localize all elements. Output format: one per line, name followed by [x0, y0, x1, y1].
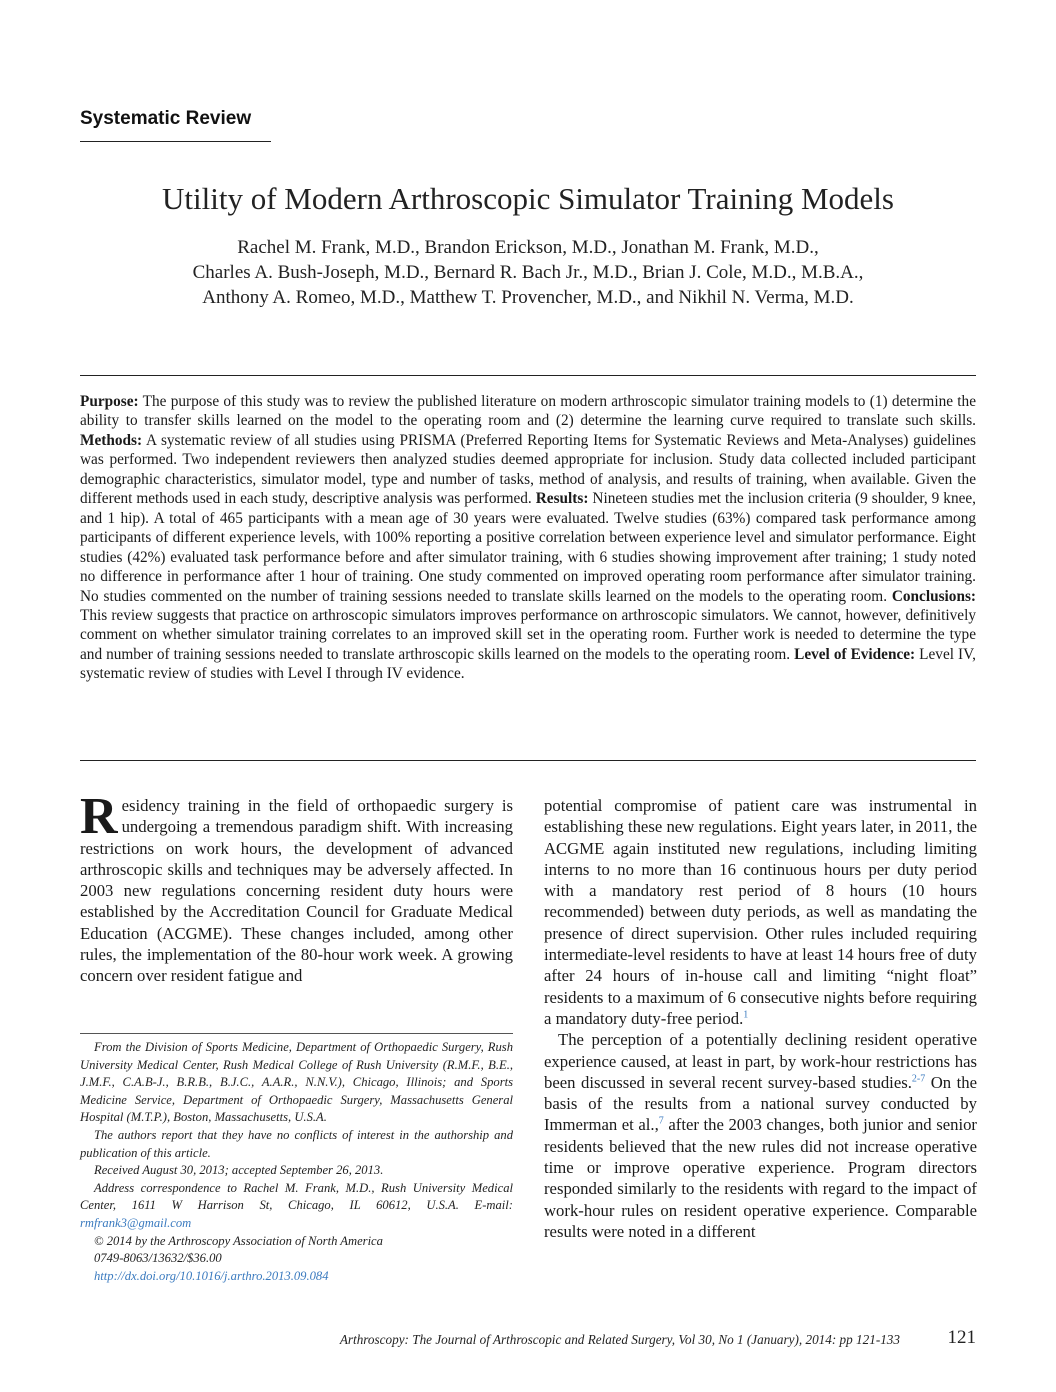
reference-link[interactable]: 2-7 — [911, 1073, 926, 1085]
received-note: Received August 30, 2013; accepted September 26, 2013. — [94, 1163, 384, 1178]
results-label: Results: — [535, 490, 589, 508]
abstract — [80, 392, 976, 684]
author-line: Rachel M. Frank, M.D., Brandon Erickson, M.D., Jonathan M. Frank, M.D., — [237, 237, 819, 258]
methods-label: Methods: — [80, 431, 143, 449]
copyright-note: © 2014 by the Arthroscopy Association of North America — [94, 1233, 383, 1248]
body-left-column — [80, 788, 513, 987]
evidence-label: Level of Evidence: — [794, 645, 916, 663]
methods-text: A systematic review of all studies using PRISMA (Preferred Reporting Items for Systematic Reviews and Meta-Analyses) guidelines was performed. Two independent reviewers then analyzed studies deemed appropriate for inclusion. Study data collected included participant demographic characteristics, simulator model, type and number of tasks, method of analysis, and results of training, when available. Given the different methods used in each study, descriptive analysis was performed. — [80, 431, 976, 508]
doi-link[interactable]: http://dx.doi.org/10.1016/j.arthro.2013.09.084 — [94, 1268, 329, 1283]
perception-text-c: after the 2003 changes, both junior and senior residents believed that the new rules did not increase operative time or improve operative experience. Program directors responded similarly to the residents with regard to the impact of work-hour rules on resident operative experience. Comparable results were noted in a different — [544, 1115, 977, 1241]
drop-cap: R — [80, 788, 118, 845]
abstract-top-rule — [80, 375, 976, 376]
author-line: Anthony A. Romeo, M.D., Matthew T. Provencher, M.D., and Nikhil N. Verma, M.D. — [202, 287, 854, 308]
perception-paragraph — [544, 1029, 977, 1242]
section-label: Systematic Review — [80, 108, 252, 129]
section-rule — [80, 141, 271, 142]
abstract-bottom-rule — [80, 760, 976, 761]
evidence-text: Level IV, systematic review of studies with Level I through IV evidence. — [80, 645, 976, 683]
journal-citation: Arthroscopy: The Journal of Arthroscopic and Related Surgery, Vol 30, No 1 (January), 2014: pp 121-133 — [339, 1332, 900, 1347]
price-code: 0749-8063/13632/$36.00 — [94, 1251, 222, 1266]
purpose-label: Purpose: — [80, 393, 139, 410]
results-text: Nineteen studies met the inclusion criteria (9 shoulder, 9 knee, and 1 hip). A total of 465 participants with a mean age of 30 years were evaluated. Twelve studies (63%) compared task performance among participants of different experience levels, with 100% reporting a positive correlation between experience level and simulator performance. Eight studies (42%) evaluated task performance before and after simulator training, with 6 studies showing improvement after training; 1 study noted no difference in performance after 1 hour of training. One study commented on improved operating room performance after simulator training. No studies commented on the number of training sessions needed to translate skills learned on the models to the operating room. — [80, 490, 977, 605]
perception-text-a: The perception of a potentially declining resident operative experience caused, at least in part, by work-hour restrictions has been discussed in several recent survey-based studies. — [544, 1030, 977, 1092]
conflicts-note: The authors report that they have no conflicts of interest in the authorship and publication of this article. — [80, 1127, 513, 1160]
footnote-rule — [80, 1033, 513, 1034]
correspondence-text: Address correspondence to Rachel M. Frank, M.D., Rush University Medical Center, 1611 W Harrison St, Chicago, IL 60612, U.S.A. E-mail: — [80, 1180, 513, 1213]
author-line: Charles A. Bush-Joseph, M.D., Bernard R. Bach Jr., M.D., Brian J. Cole, M.D., M.B.A., — [192, 262, 864, 283]
author-list — [80, 235, 976, 310]
email-link[interactable]: rmfrank3@gmail.com — [80, 1215, 192, 1230]
footnotes — [80, 1039, 513, 1285]
perception-text-b: On the basis of the results from a national survey conducted by Immerman et al., — [544, 1072, 977, 1135]
article-title: Utility of Modern Arthroscopic Simulator Training Models — [162, 181, 894, 216]
purpose-text: The purpose of this study was to review the published literature on modern arthroscopic simulator training models to (1) determine the ability to transfer skills learned on the model to the operating room and (2) determine the learning curve required to translate such skills. — [80, 393, 976, 430]
correspondence-note — [80, 1180, 513, 1233]
body-right-column — [544, 795, 977, 1242]
intro-text: esidency training in the field of orthopaedic surgery is undergoing a tremendous paradigm shift. With increasing restrictions on work hours, the development of advanced arthroscopic skills and techniques may be adversely affected. In 2003 new regulations concerning resident duty hours were established by the Accreditation Council for Graduate Medical Education (ACGME). These changes included, among other rules, the implementation of the 80-hour work week. A growing concern over resident fatigue and — [80, 796, 513, 986]
reference-link[interactable]: 7 — [658, 1115, 664, 1127]
affiliation-note: From the Division of Sports Medicine, Department of Orthopaedic Surgery, Rush University Medical Center, Rush Medical College of Rush University (R.M.F., B.E., J.M.F., C.A.B-J., B.R.B., B.J.C., A.A.R., N.N.V.), Chicago, Illinois; and Sports Medicine Service, Department of Orthopaedic Surgery, Massachusetts General Hospital (M.T.P.), Boston, Massachusetts, U.S.A. — [80, 1040, 513, 1125]
conclusions-label: Conclusions: — [891, 587, 976, 605]
intro-paragraph — [80, 788, 513, 987]
page-number: 121 — [947, 1327, 976, 1348]
doi-note — [80, 1268, 513, 1286]
conclusions-text: This review suggests that practice on arthroscopic simulators improves performance on arthroscopic simulators. We cannot, however, definitively comment on whether simulator training correlates to an improved skill set in the operating room. Further work is needed to determine the type and number of training sessions needed to translate arthroscopic skills learned on the models to the operating room. — [80, 606, 976, 663]
reference-link[interactable]: 1 — [743, 1009, 749, 1021]
continued-paragraph — [544, 795, 977, 1029]
continued-text: potential compromise of patient care was instrumental in establishing these new regulations. Eight years later, in 2011, the ACGME again instituted new regulations, including limiting interns to no more than 16 continuous hours per duty period with a mandatory rest period of 8 hours (10 hours recommended) between duty periods, as well as mandating the presence of direct supervision. Other rules included requiring intermediate-level residents to have at least 14 hours free of duty after 24 hours of in-house call and limiting “night float” residents to a maximum of 6 consecutive nights before requiring a mandatory duty-free period. — [544, 796, 977, 1028]
